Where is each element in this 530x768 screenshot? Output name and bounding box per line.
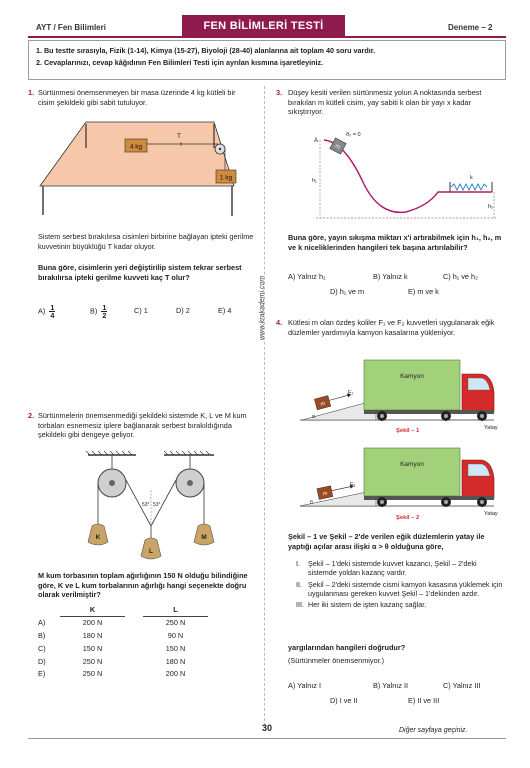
column-divider <box>264 86 265 726</box>
q4-fig1-cargo <box>364 360 460 410</box>
q1-tension-label: T <box>177 133 181 140</box>
q3-h1-label: h₁ <box>312 178 317 184</box>
q4-fig1-truck-label: Kamyon <box>400 373 424 380</box>
q4-statement-3: III. Her iki sistem de işten kazanç sağlar. <box>296 600 427 610</box>
q4-fig2-angle: θ <box>310 500 313 506</box>
q1-option-b[interactable]: B) $\frac{1}{2}$ <box>90 303 107 321</box>
q2-option-b[interactable]: B) 180 N 90 N <box>38 631 184 641</box>
q4-fig1-angle: α <box>312 414 315 420</box>
q4-fig1-caption: Şekil – 1 <box>396 428 420 434</box>
q3-spring <box>451 184 487 190</box>
test-title: FEN BİLİMLERİ TESTİ <box>182 15 345 37</box>
q3-option-c[interactable]: C) h₁ ve h₂ <box>443 272 478 281</box>
q3-option-d[interactable]: D) h₁ ve m <box>330 287 365 296</box>
q2-angle-right: 53° <box>153 502 161 508</box>
q4-fig1-mass-label: m <box>319 400 326 408</box>
instructions-box <box>28 40 506 80</box>
q1-figure <box>38 112 250 224</box>
q1-option-d[interactable]: D) 2 <box>176 306 190 315</box>
q2-option-c[interactable]: C) 150 N 150 N <box>38 643 186 653</box>
footer-rule <box>28 738 506 739</box>
q2-angle-left: 53° <box>142 502 150 508</box>
q1-question: Buna göre, cisimlerin yeri değiştirilip sistem tekrar serbest bırakılırsa ipteki gerilme kuvveti kaç T olur? <box>38 263 242 282</box>
q2-bag-m-label: M <box>201 534 207 541</box>
q4-question: Şekil – 1 ve Şekil – 2'de verilen eğik düzlemlerin yatay ile yaptığı açılar arası ilişki α > θ olduğuna göre, <box>288 532 485 551</box>
q2-bag-k-label: K <box>95 534 101 541</box>
q3-h2-label: h₂ <box>488 204 494 210</box>
q2-option-d[interactable]: D) 250 N 180 N <box>38 656 186 666</box>
q2-bag-l-label: L <box>149 548 153 555</box>
q4-statement-2: II. Şekil – 2'deki sistemde cismi kamyon kasasına yüklemek için uygulanması gereken kuvvet Şekil – 1'dekinden azdır. <box>296 579 503 599</box>
q4-figure-2 <box>296 442 506 524</box>
q3-v0-label: ϑ₀ = 0 <box>346 132 361 138</box>
q1-table-top <box>40 122 234 186</box>
q3-mass-label: m <box>334 143 341 151</box>
q4-number: 4. <box>276 318 283 327</box>
q1-text2: Sistem serbest bırakılırsa cisimleri birbirine bağlayan ipteki gerilme kuvvetinin büyüklüğü T kadar oluyor. <box>38 232 254 251</box>
q4-fig2-mass-label: m <box>322 490 329 498</box>
q4-fig2-truck-label: Kamyon <box>400 461 424 468</box>
q1-option-e[interactable]: E) 4 <box>218 306 232 315</box>
q1-text: Sürtünmesi önemsenmeyen bir masa üzerinde 4 kg kütleli bir cisim şekildeki gibi sabit tutuluyor. <box>38 88 236 107</box>
q4-fig2-cargo <box>364 448 460 496</box>
q4-fig1-ground: Yatay <box>484 425 498 431</box>
header-subject: AYT / Fen Bilimleri <box>36 23 106 32</box>
instruction-2: 2. Cevaplarınızı, cevap kâğıdının Fen Bilimleri Testi için ayrılan kısmına işaretleyiniz. <box>36 57 324 67</box>
q4-fig1-force: F₁ <box>348 390 354 396</box>
q4-note: (Sürtünmeler önemsenmiyor.) <box>288 656 385 665</box>
page-number: 30 <box>262 723 273 733</box>
q4-fig2-force: F₂ <box>350 482 356 488</box>
q4-statements <box>296 559 506 610</box>
q4-option-e[interactable]: E) II ve III <box>408 696 440 705</box>
q4-option-c[interactable]: C) Yalnız III <box>443 681 481 690</box>
q2-number: 2. <box>28 411 35 420</box>
q1-option-c[interactable]: C) 1 <box>134 306 148 315</box>
q4-fig2-ground: Yatay <box>484 511 498 517</box>
watermark: www.krakademi.com <box>259 275 266 340</box>
exam-label: Deneme – 2 <box>448 23 493 32</box>
q4-figure-1 <box>296 354 506 436</box>
next-page-note: Diğer sayfaya geçiniz. <box>399 727 468 734</box>
q4-option-b[interactable]: B) Yalnız II <box>373 681 409 690</box>
q1-option-a[interactable]: A) $\frac{1}{4}$ <box>38 303 55 321</box>
q4-fig2-caption: Şekil – 2 <box>396 515 420 521</box>
q3-option-e[interactable]: E) m ve k <box>408 287 439 296</box>
q3-track <box>324 140 492 212</box>
q3-spring-k-label: k <box>470 175 473 181</box>
q3-question: Buna göre, yayın sıkışma miktarı x'i artırabilmek için h₁, h₂, m ve k niceliklerinden hangileri tek başına artırılabilir? <box>288 233 502 252</box>
q3-number: 3. <box>276 88 283 97</box>
q2-answer-table <box>38 605 208 681</box>
q1-block-1kg-label: 1 kg <box>219 174 233 182</box>
header-rule <box>28 36 506 38</box>
q2-col-k: K <box>60 605 125 616</box>
q1-block-4kg-label: 4 kg <box>129 143 143 151</box>
q3-point-a: A <box>314 138 319 144</box>
q3-figure <box>310 126 500 224</box>
q3-option-b[interactable]: B) Yalnız k <box>373 272 408 281</box>
q2-question: M kum torbasının toplam ağırlığının 150 N olduğu bilindiğine göre, K ve L kum torbalarının ağırlığı hangi seçenekte doğru olarak verilmiştir? <box>38 571 248 600</box>
q2-option-e[interactable]: E) 250 N 200 N <box>38 669 186 679</box>
q4-question-end: yargılarından hangileri doğrudur? <box>288 643 406 652</box>
q2-figure <box>82 450 222 562</box>
q4-text: Kütlesi m olan özdeş koliler F₁ ve F₂ kuvvetleri uygulanarak eğik düzlemler yardımıyla kamyon kasalarına yükleniyor. <box>288 318 495 337</box>
q3-option-a[interactable]: A) Yalnız h₁ <box>288 272 326 281</box>
q4-option-d[interactable]: D) I ve II <box>330 696 358 705</box>
q1-number: 1. <box>28 88 35 97</box>
q2-option-a[interactable]: A) 200 N 250 N <box>38 617 186 628</box>
q4-statement-1: I. Şekil – 1'deki sistemde kuvvet kazancı, Şekil – 2'deki sistemde yoldan kazanç vardır. <box>296 559 477 578</box>
q2-text: Sürtünmelerin önemsenmediği şekildeki sistemde K, L ve M kum torbaları esnemesiz iplere bağlanarak serbest bırakıldığında şekildeki gibi dengeye geliyor. <box>38 411 247 440</box>
q2-col-l: L <box>143 605 208 616</box>
instruction-1: 1. Bu testte sırasıyla, Fizik (1-14), Kimya (15-27), Biyoloji (28-40) alanlarına ait toplam 40 soru vardır. <box>36 46 376 55</box>
q3-text: Düşey kesiti verilen sürtünmesiz yolun A noktasında serbest bırakılan m kütleli cisim, yay sabiti k olan bir yayı x kadar sıkıştırıyor. <box>288 88 482 117</box>
q4-option-a[interactable]: A) Yalnız I <box>288 681 321 690</box>
